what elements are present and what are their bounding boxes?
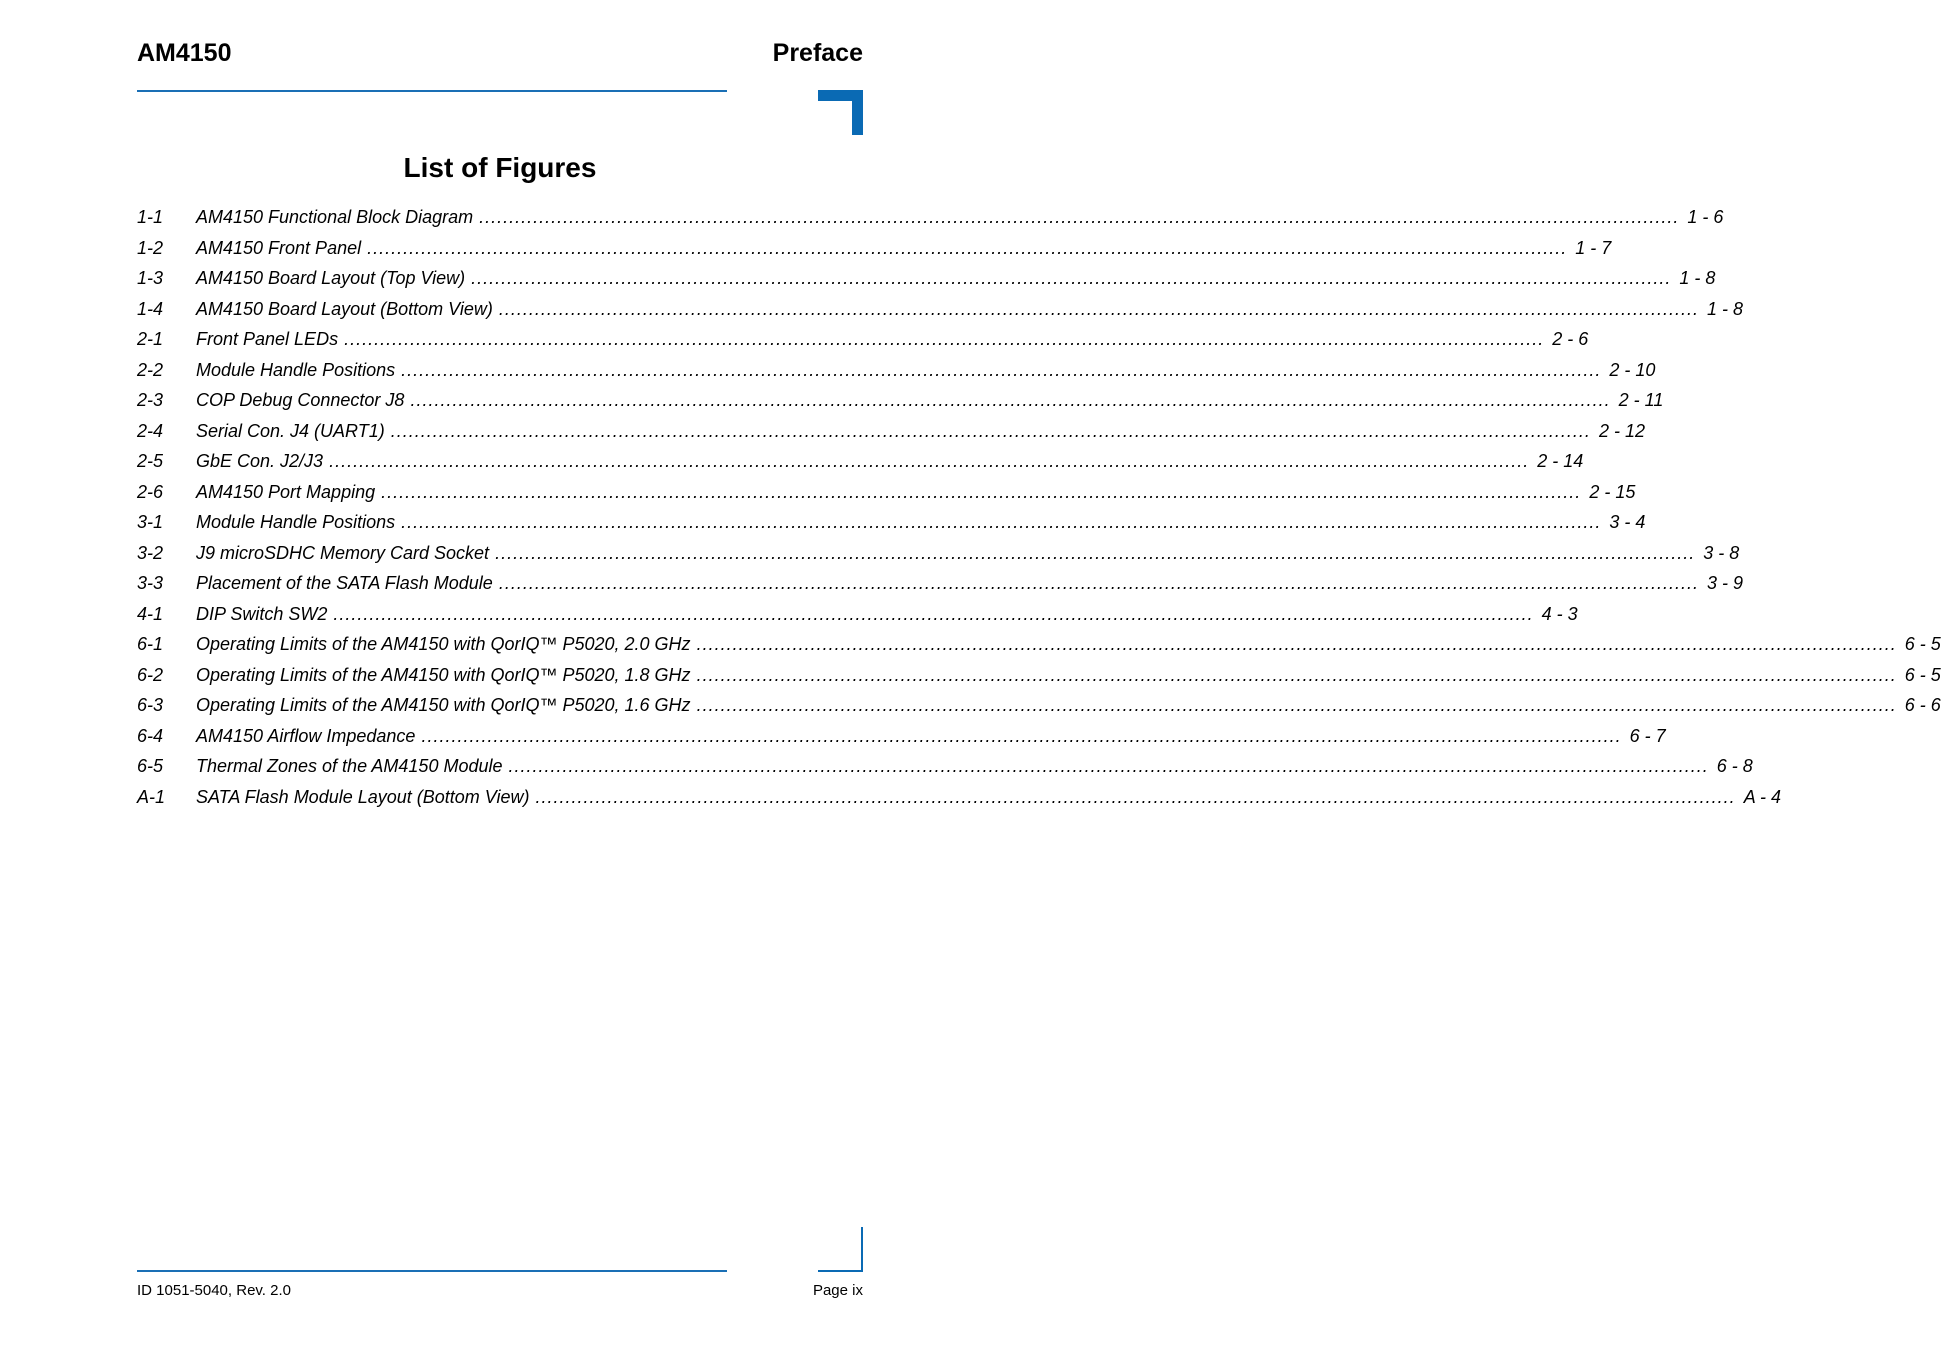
figure-entry[interactable] xyxy=(137,233,1612,264)
figure-title: AM4150 Airflow Impedance xyxy=(196,721,421,751)
figure-entry[interactable] xyxy=(137,507,1646,538)
figure-number: 1-3 xyxy=(137,268,164,288)
dot-leader: ........................................................................................................................................................................................................ xyxy=(344,329,1545,349)
figure-page: 1 - 8 xyxy=(1699,294,1743,324)
figure-page: 6 - 8 xyxy=(1709,751,1753,781)
dot-leader: ........................................................................................................................................................................................................ xyxy=(696,634,1897,654)
figure-page: 6 - 5 xyxy=(1897,660,1941,690)
figure-number: 6-2 xyxy=(137,664,164,685)
dot-leader: ........................................................................................................................................................................................................ xyxy=(329,451,1530,471)
figure-title: Operating Limits of the AM4150 with QorIQ™ P5020, 2.0 GHz xyxy=(196,629,697,659)
figure-title: AM4150 Port Mapping xyxy=(196,477,381,507)
dot-leader: ........................................................................................................................................................................................................ xyxy=(696,695,1897,715)
figure-page: 2 - 11 xyxy=(1611,385,1664,415)
footer-rule xyxy=(137,1270,727,1272)
figure-page: 1 - 7 xyxy=(1567,233,1611,263)
figure-entry[interactable] xyxy=(137,355,1656,386)
figure-title: Serial Con. J4 (UART1) xyxy=(196,416,391,446)
figure-title: J9 microSDHC Memory Card Socket xyxy=(196,538,495,568)
figure-title: COP Debug Connector J8 xyxy=(196,385,410,415)
figure-list xyxy=(137,202,1941,812)
dot-leader: ........................................................................................................................................................................................................ xyxy=(498,298,1700,319)
figure-page: 2 - 10 xyxy=(1601,355,1655,385)
figure-page: 2 - 15 xyxy=(1581,477,1635,507)
figure-page: 6 - 5 xyxy=(1897,629,1941,659)
page-title: List of Figures xyxy=(403,152,597,183)
figure-number: 2-2 xyxy=(137,359,164,380)
figure-number: 2-6 xyxy=(137,481,164,502)
figure-title: Placement of the SATA Flash Module xyxy=(196,568,499,598)
figure-entry[interactable] xyxy=(137,294,1744,325)
figure-entry[interactable] xyxy=(137,599,1578,630)
figure-entry[interactable] xyxy=(137,477,1636,508)
figure-entry[interactable] xyxy=(137,751,1753,782)
figure-page: 3 - 4 xyxy=(1601,507,1645,537)
figure-title: Front Panel LEDs xyxy=(196,324,344,354)
figure-title: Operating Limits of the AM4150 with QorIQ™ P5020, 1.6 GHz xyxy=(196,690,697,720)
figure-number: 1-1 xyxy=(137,207,164,227)
dot-leader: ........................................................................................................................................................................................................ xyxy=(535,786,1736,807)
dot-leader: ........................................................................................................................................................................................................ xyxy=(381,481,1582,502)
header-section: Preface xyxy=(772,39,863,67)
footer-doc-id: ID 1051-5040, Rev. 2.0 xyxy=(137,1282,291,1299)
figure-page: 6 - 7 xyxy=(1622,721,1666,751)
figure-title: Operating Limits of the AM4150 with QorIQ™ P5020, 1.8 GHz xyxy=(196,660,697,690)
figure-number: 1-4 xyxy=(137,298,164,319)
figure-page: 1 - 6 xyxy=(1679,202,1723,232)
figure-entry[interactable] xyxy=(137,782,1782,813)
corner-mark-bottom xyxy=(818,1227,863,1272)
figure-title: SATA Flash Module Layout (Bottom View) xyxy=(196,782,535,812)
figure-title: DIP Switch SW2 xyxy=(196,599,333,629)
figure-title: AM4150 Functional Block Diagram xyxy=(196,202,479,232)
figure-number: 3-2 xyxy=(137,542,164,563)
dot-leader: ........................................................................................................................................................................................................ xyxy=(367,237,1568,258)
figure-entry[interactable] xyxy=(137,324,1589,355)
dot-leader: ........................................................................................................................................................................................................ xyxy=(471,268,1672,288)
figure-number: A-1 xyxy=(137,786,166,807)
dot-leader: ........................................................................................................................................................................................................ xyxy=(410,390,1611,410)
figure-number: 3-1 xyxy=(137,512,164,532)
figure-page: 1 - 8 xyxy=(1671,263,1715,293)
figure-number: 6-3 xyxy=(137,695,164,715)
figure-entry[interactable] xyxy=(137,416,1645,447)
figure-page: 3 - 8 xyxy=(1695,538,1739,568)
figure-entry[interactable] xyxy=(137,446,1584,477)
figure-title: Module Handle Positions xyxy=(196,355,401,385)
figure-title: GbE Con. J2/J3 xyxy=(196,446,329,476)
figure-number: 3-3 xyxy=(137,573,164,593)
dot-leader: ........................................................................................................................................................................................................ xyxy=(421,725,1622,746)
figure-number: 6-4 xyxy=(137,725,164,746)
figure-entry[interactable] xyxy=(137,629,1941,660)
figure-title: AM4150 Board Layout (Top View) xyxy=(196,263,471,293)
figure-number: 6-5 xyxy=(137,756,164,776)
figure-number: 4-1 xyxy=(137,603,164,624)
figure-number: 2-1 xyxy=(137,329,164,349)
dot-leader: ........................................................................................................................................................................................................ xyxy=(696,664,1897,685)
header-product: AM4150 xyxy=(137,39,232,67)
dot-leader: ........................................................................................................................................................................................................ xyxy=(495,542,1696,563)
figure-title: AM4150 Front Panel xyxy=(196,233,367,263)
figure-page: 3 - 9 xyxy=(1699,568,1743,598)
figure-title: Module Handle Positions xyxy=(196,507,401,537)
footer-page-label: Page ix xyxy=(812,1282,863,1299)
figure-entry[interactable] xyxy=(137,660,1941,691)
dot-leader: ........................................................................................................................................................................................................ xyxy=(401,359,1602,380)
figure-entry[interactable] xyxy=(137,538,1740,569)
dot-leader: ........................................................................................................................................................................................................ xyxy=(333,603,1534,624)
figure-number: 1-2 xyxy=(137,237,164,258)
figure-page: 2 - 14 xyxy=(1529,446,1583,476)
corner-mark-top xyxy=(818,90,863,135)
figure-page: 6 - 6 xyxy=(1897,690,1941,720)
figure-number: 2-4 xyxy=(137,420,164,441)
figure-title: AM4150 Board Layout (Bottom View) xyxy=(196,294,499,324)
figure-entry[interactable] xyxy=(137,568,1744,599)
figure-entry[interactable] xyxy=(137,202,1724,233)
figure-page: 4 - 3 xyxy=(1534,599,1578,629)
dot-leader: ........................................................................................................................................................................................................ xyxy=(508,756,1709,776)
figure-page: A - 4 xyxy=(1736,782,1781,812)
dot-leader: ........................................................................................................................................................................................................ xyxy=(479,207,1680,227)
dot-leader: ........................................................................................................................................................................................................ xyxy=(390,420,1591,441)
figure-number: 2-3 xyxy=(137,390,164,410)
figure-entry[interactable] xyxy=(137,263,1716,294)
figure-number: 6-1 xyxy=(137,634,164,654)
figure-page: 2 - 6 xyxy=(1544,324,1588,354)
figure-entry[interactable] xyxy=(137,385,1664,416)
figure-entry[interactable] xyxy=(137,690,1941,721)
header-rule xyxy=(137,90,727,92)
figure-number: 2-5 xyxy=(137,451,164,471)
figure-entry[interactable] xyxy=(137,721,1666,752)
dot-leader: ........................................................................................................................................................................................................ xyxy=(498,573,1700,593)
figure-title: Thermal Zones of the AM4150 Module xyxy=(196,751,509,781)
figure-page: 2 - 12 xyxy=(1591,416,1645,446)
dot-leader: ........................................................................................................................................................................................................ xyxy=(401,512,1602,532)
